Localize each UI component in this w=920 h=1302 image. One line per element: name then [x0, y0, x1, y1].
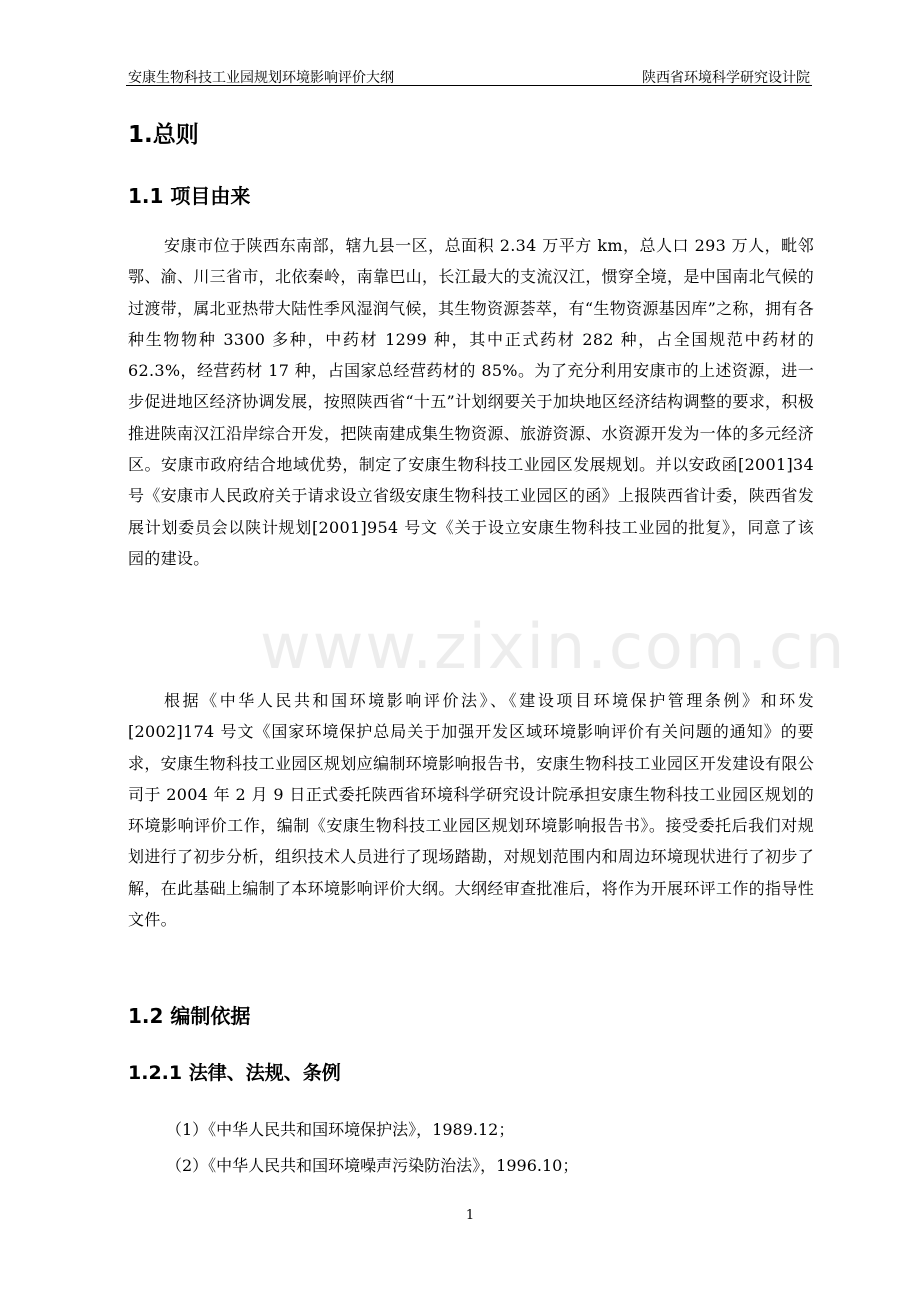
section-1-1-heading: 1.1 项目由来: [128, 184, 251, 208]
section-1-1-paragraph-2: 根据《中华人民共和国环境影响评价法》、《建设项目环境保护管理条例》和环发[2002]174 号文《国家环境保护总局关于加强开发区域环境影响评价有关问题的通知》的要求，安康生物科技工业园区规划应编制环境影响报告书，安康生物科技工业园区开发建设有限公司于 2004 年 2 月 9 日正式委托陕西省环境科学研究设计院承担安康生物科技工业园区规划的环境影响评价工作，编制《安康生物科技工业园区规划环境影响报告书》。接受委托后我们对规划进行了初步分析，组织技术人员进行了现场踏勘，对规划范围内和周边环境现状进行了初步了解，在此基础上编制了本环境影响评价大纲。大纲经审查批准后，将作为开展环评工作的指导性文件。: [128, 691, 814, 930]
section-1-2-1-heading: 1.2.1 法律、法规、条例: [128, 1062, 341, 1084]
watermark: www.zixin.com.cn: [260, 610, 847, 683]
section-1-heading: 1.总则: [128, 122, 199, 148]
section-1-2-heading: 1.2 编制依据: [128, 1004, 251, 1028]
page-header: [126, 64, 812, 86]
header-document-title: 安康生物科技工业园规划环境影响评价大纲: [128, 70, 394, 86]
header-organization: 陕西省环境科学研究设计院: [642, 70, 810, 86]
page-number: 1: [465, 1208, 475, 1223]
section-1-1-paragraph-1: 安康市位于陕西东南部，辖九县一区，总面积 2.34 万平方 km，总人口 293 万人，毗邻鄂、渝、川三省市，北依秦岭，南靠巴山，长江最大的支流汉江，惯穿全境，是中国南北气候的过渡带，属北亚热带大陆性季风湿润气候，其生物资源荟萃，有“生物资源基因库”之称，拥有各种生物物种 3300 多种，中药材 1299 种，其中正式药材 282 种，占全国规范中药材的 62.3%，经营药材 17 种，占国家总经营药材的 85%。为了充分利用安康市的上述资源，进一步促进地区经济协调发展，按照陕西省“十五”计划纲要关于加块地区经济结构调整的要求，积极推进陕南汉江沿岸综合开发，把陕南建成集生物资源、旅游资源、水资源开发为一体的多元经济区。安康市政府结合地域优势，制定了安康生物科技工业园区发展规划。并以安政函[2001]34 号《安康市人民政府关于请求设立省级安康生物科技工业园区的函》上报陕西省计委，陕西省发展计划委员会以陕计规划[2001]954 号文《关于设立安康生物科技工业园的批复》，同意了该园的建设。: [128, 236, 814, 568]
header-divider: [126, 85, 812, 86]
law-list-item: （1）《中华人民共和国环境保护法》，1989.12；: [166, 1120, 515, 1139]
law-list-item: （2）《中华人民共和国环境噪声污染防治法》，1996.10；: [166, 1156, 579, 1175]
